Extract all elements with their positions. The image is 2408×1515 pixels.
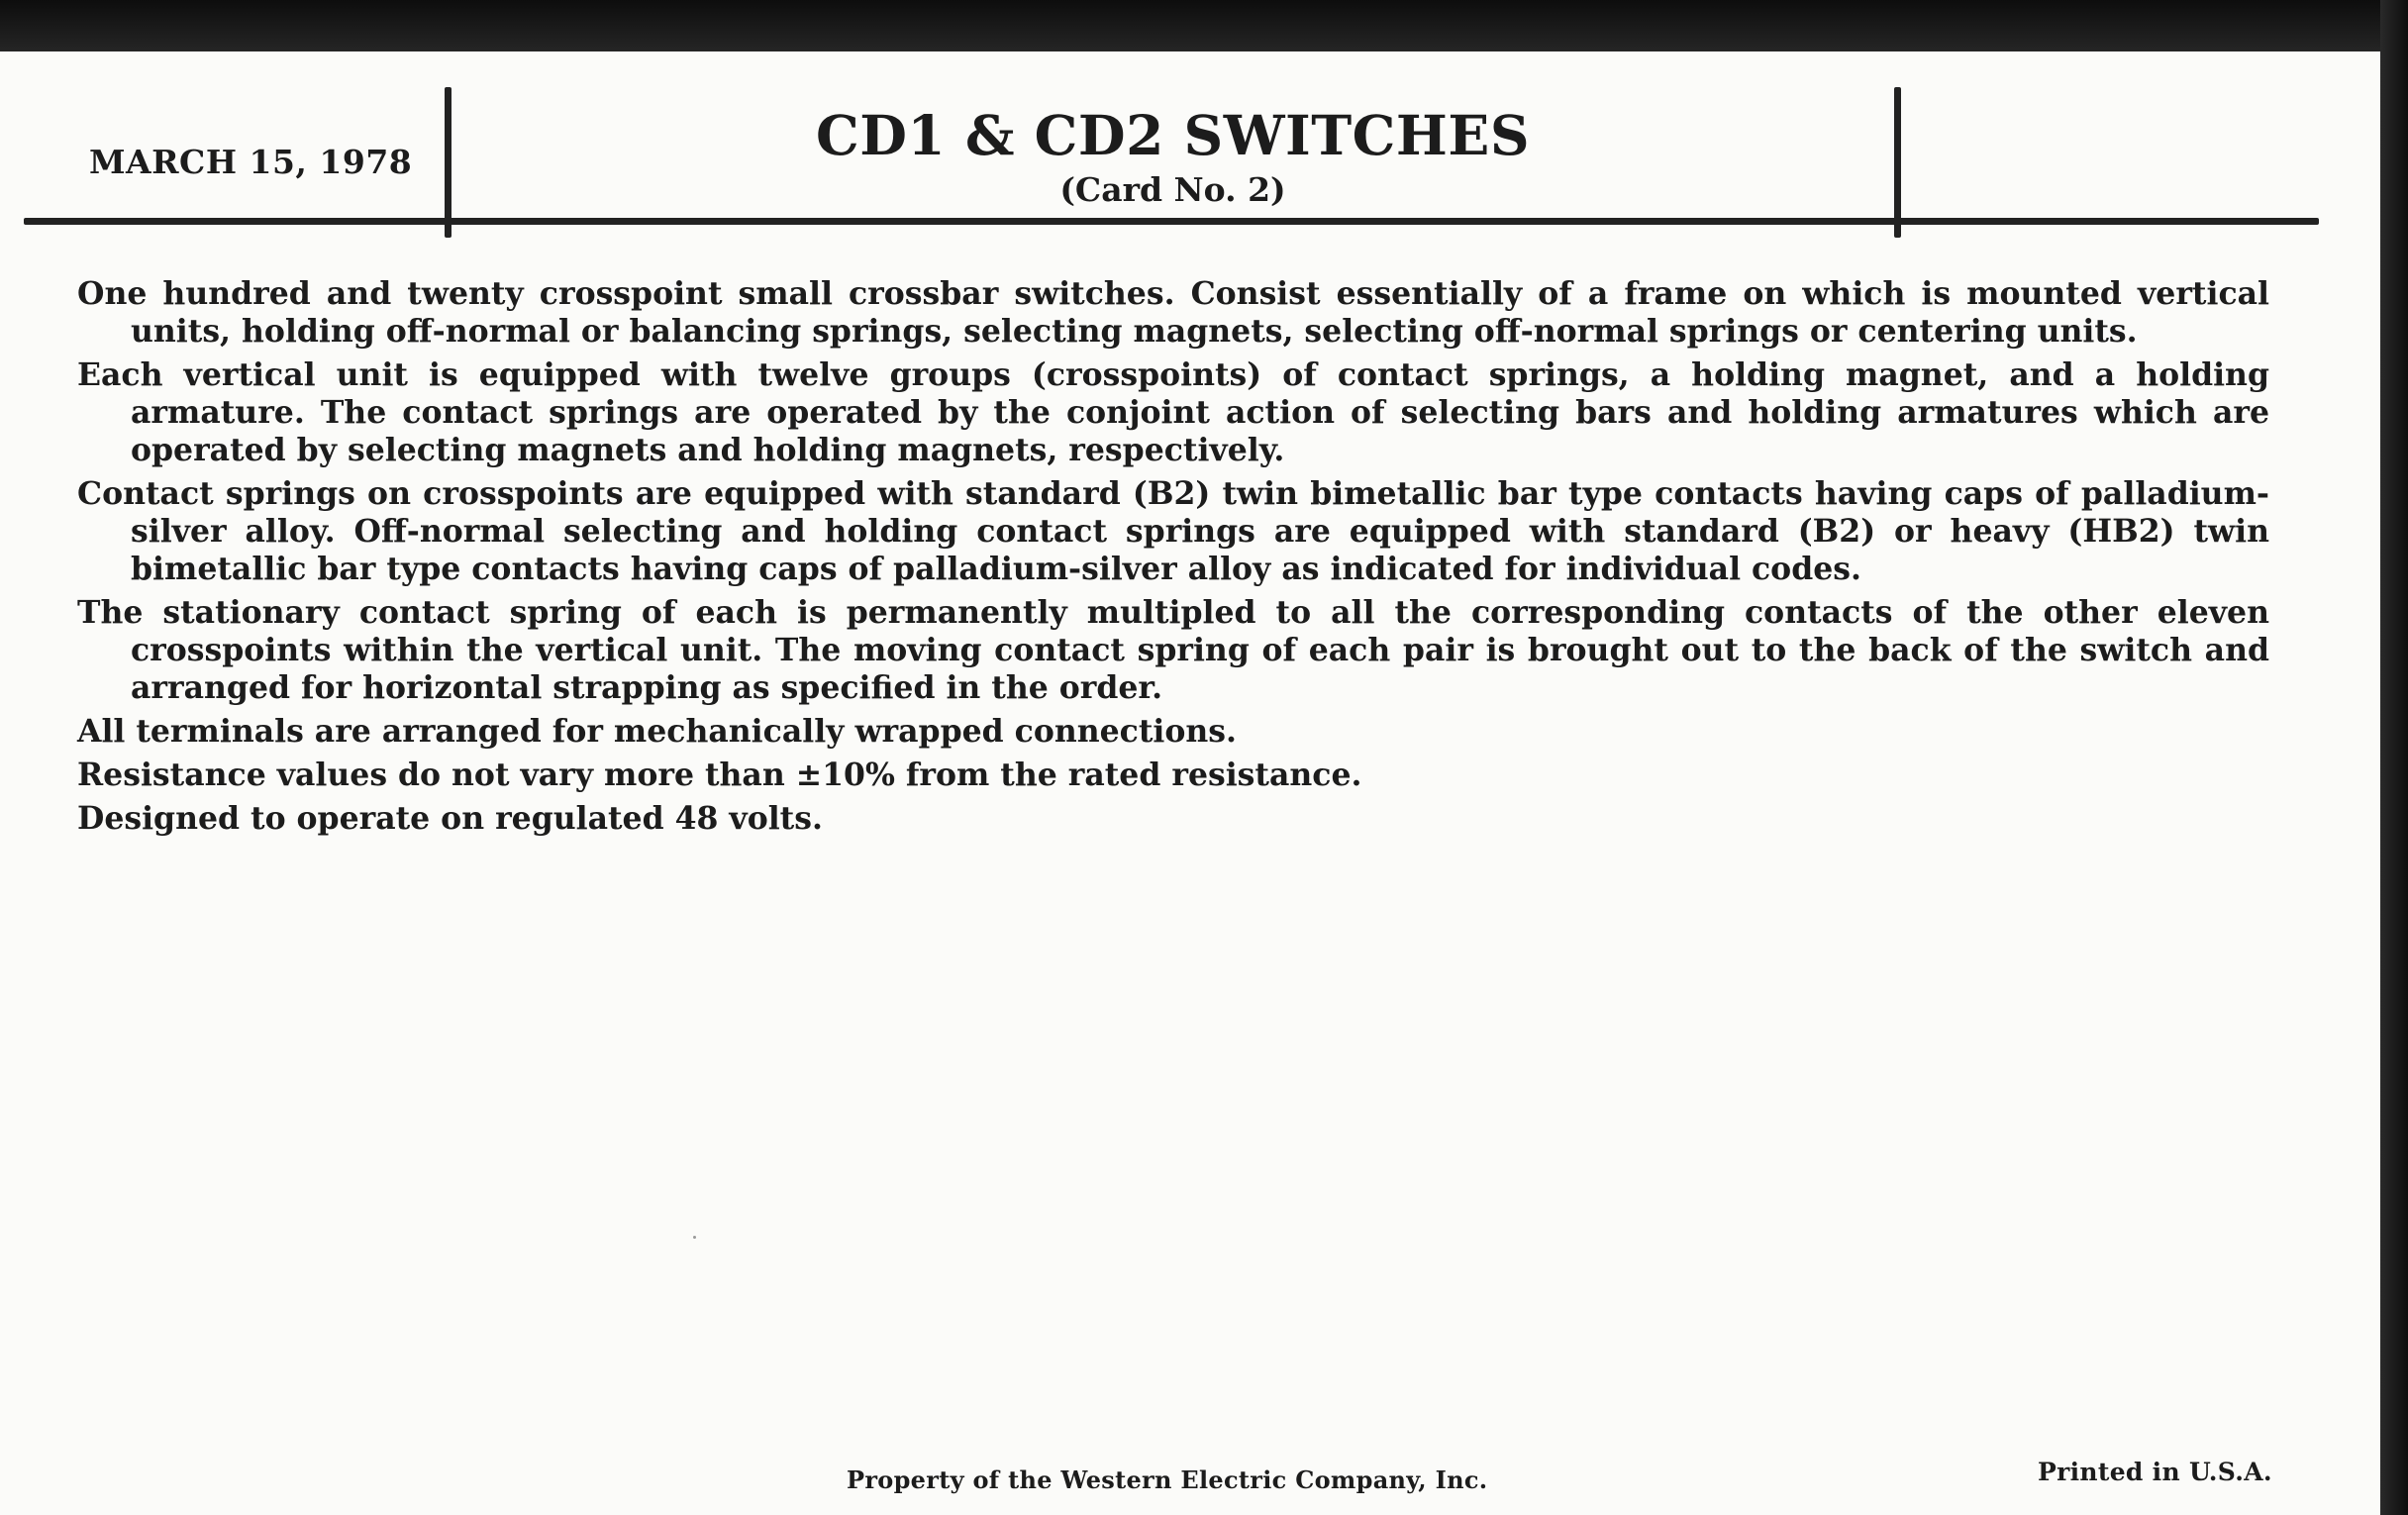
paragraph-resistance: Resistance values do not vary more than ±10% from the rated resistance. bbox=[77, 757, 1362, 793]
spec-card bbox=[0, 51, 2380, 1515]
paper-speck bbox=[693, 1236, 696, 1239]
card-date: MARCH 15, 1978 bbox=[89, 143, 413, 181]
footer-printed: Printed in U.S.A. bbox=[2038, 1458, 2272, 1486]
header-rule bbox=[24, 218, 2319, 225]
card-title: CD1 & CD2 SWITCHES bbox=[815, 103, 1531, 167]
paragraph-description: One hundred and twenty crosspoint small crossbar switches. Consist essentially of a frame on which is mounted vertical units, holding off-normal or balancing springs, selecting magnets, selecting off-normal springs or centering units. bbox=[77, 275, 2269, 350]
scan-right-edge bbox=[2380, 0, 2408, 1515]
card-body bbox=[77, 275, 2269, 844]
paragraph-stationary-spring: The stationary contact spring of each is permanently multipled to all the corresponding contacts of the other eleven crosspoints within the vertical unit. The moving contact spring of each pair is brought out to the back of the switch and arranged for horizontal strapping as specified in the order. bbox=[77, 594, 2269, 706]
paragraph-terminals: All terminals are arranged for mechanically wrapped connections. bbox=[77, 713, 1237, 750]
header-divider-right bbox=[1894, 87, 1901, 238]
scan-top-edge bbox=[0, 0, 2408, 53]
paragraph-contact-springs: Contact springs on crosspoints are equipped with standard (B2) twin bimetallic bar type contacts having caps of palladium-silver alloy. Off-normal selecting and holding contact springs are equipped with standard (B2) or heavy (HB2) twin bimetallic bar type contacts having caps of palladium-silver alloy as indicated for individual codes. bbox=[77, 475, 2269, 587]
card-subtitle: (Card No. 2) bbox=[1059, 170, 1286, 209]
footer-property: Property of the Western Electric Company, Inc. bbox=[847, 1465, 1488, 1494]
paragraph-vertical-unit: Each vertical unit is equipped with twelve groups (crosspoints) of contact springs, a holding magnet, and a holding armature. The contact springs are operated by the conjoint action of selecting bars and holding armatures which are operated by selecting magnets and holding magnets, respectively. bbox=[77, 356, 2269, 468]
header-divider-left bbox=[445, 87, 452, 238]
paragraph-voltage: Designed to operate on regulated 48 volts. bbox=[77, 800, 823, 837]
